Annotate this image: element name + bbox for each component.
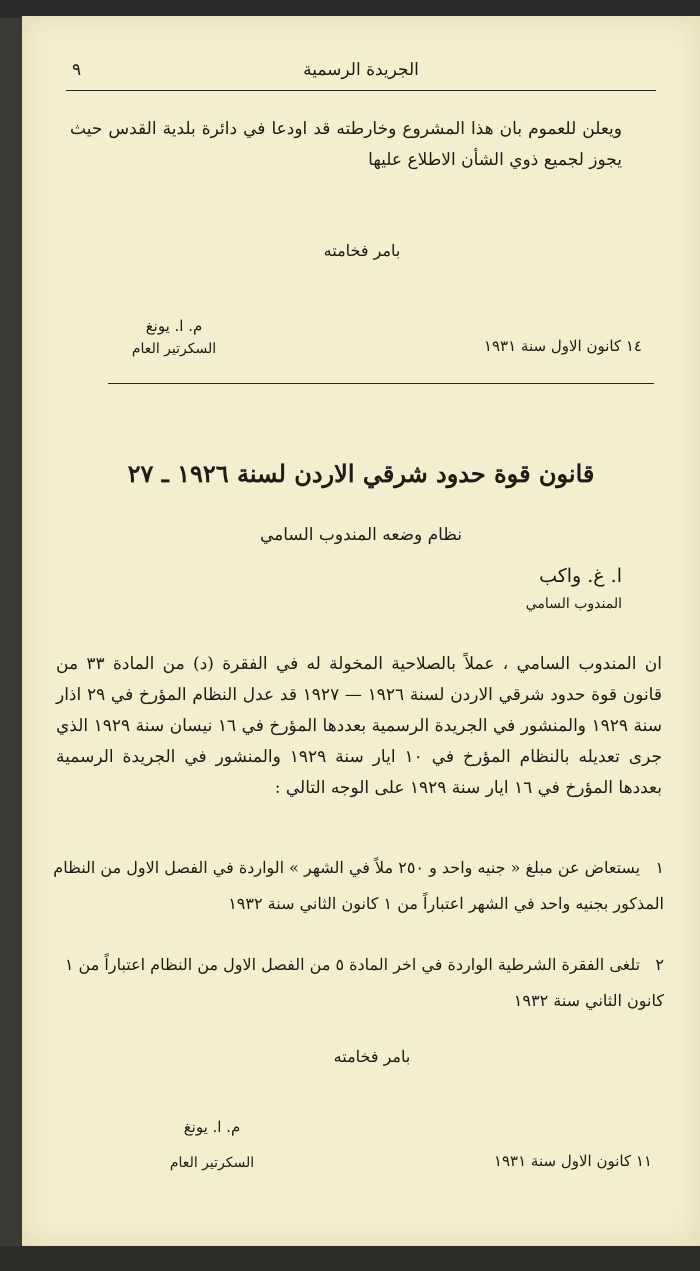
clause-2 [52,947,664,1019]
clause-1 [52,850,664,922]
notice-paragraph: ويعلن للعموم بان هذا المشروع وخارطته قد اودعا في دائرة بلدية القدس حيث يجوز لجميع ذوي الشأن الاطلاع عليها [70,119,622,170]
law-title: قانون قوة حدود شرقي الاردن لسنة ١٩٢٦ ـ ٢٧ [127,459,595,488]
law-date: ١١ كانون الاول سنة ١٩٣١ [493,1152,652,1170]
document-page [22,16,700,1246]
notice-signatory-name: م. ا. يونغ [145,317,203,335]
notice-by-order: بامر فخامته [323,241,401,260]
notice-date: ١٤ كانون الاول سنة ١٩٣١ [483,337,642,355]
commissioner-name: ا. غ. واكب [539,565,622,587]
clause-1-number: ١ [655,858,664,877]
clause-1-text: يستعاض عن مبلغ « جنيه واحد و ٢٥٠ ملاً في الشهر » الواردة في الفصل الاول من النظام المذكور بجنيه واحد في الشهر اعتباراً من ١ كانون الثاني سنة ١٩٣٢ [53,858,664,913]
law-signatory-name: م. ا. يونغ [183,1118,241,1136]
law-subtitle: نظام وضعه المندوب السامي [259,525,463,545]
gazette-title: الجريدة الرسمية [303,60,419,80]
notice-signatory-title: السكرتير العام [131,341,217,357]
section-divider [108,383,654,384]
page-number: ٩ [72,60,82,80]
clause-2-text: تلغى الفقرة الشرطية الواردة في اخر المادة ٥ من الفصل الاول من النظام اعتباراً من ١ كانون الثاني سنة ١٩٣٢ [64,955,664,1010]
header-rule [66,90,656,91]
commissioner-title: المندوب السامي [525,596,622,612]
law-signatory-title: السكرتير العام [169,1155,255,1171]
law-preamble: ان المندوب السامي ، عملاً بالصلاحية المخولة له في الفقرة (د) من المادة ٣٣ من قانون قوة حدود شرقي الاردن لسنة ١٩٢٦ — ١٩٢٧ قد عدل النظام المؤرخ في ٢٩ اذار سنة ١٩٢٩ والمنشور في الجريدة الرسمية بعددها المؤرخ في ١٦ نيسان سنة ١٩٢٩ الذي جرى تعديله بالنظام المؤرخ في ١٠ ايار سنة ١٩٢٩ والمنشور في الجريدة الرسمية بعددها المؤرخ في ١٦ ايار سنة ١٩٢٩ على الوجه التالي : [56,654,663,798]
scanner-bottom-edge [0,1246,700,1271]
clause-2-number: ٢ [655,955,664,974]
law-by-order: بامر فخامته [333,1047,411,1066]
